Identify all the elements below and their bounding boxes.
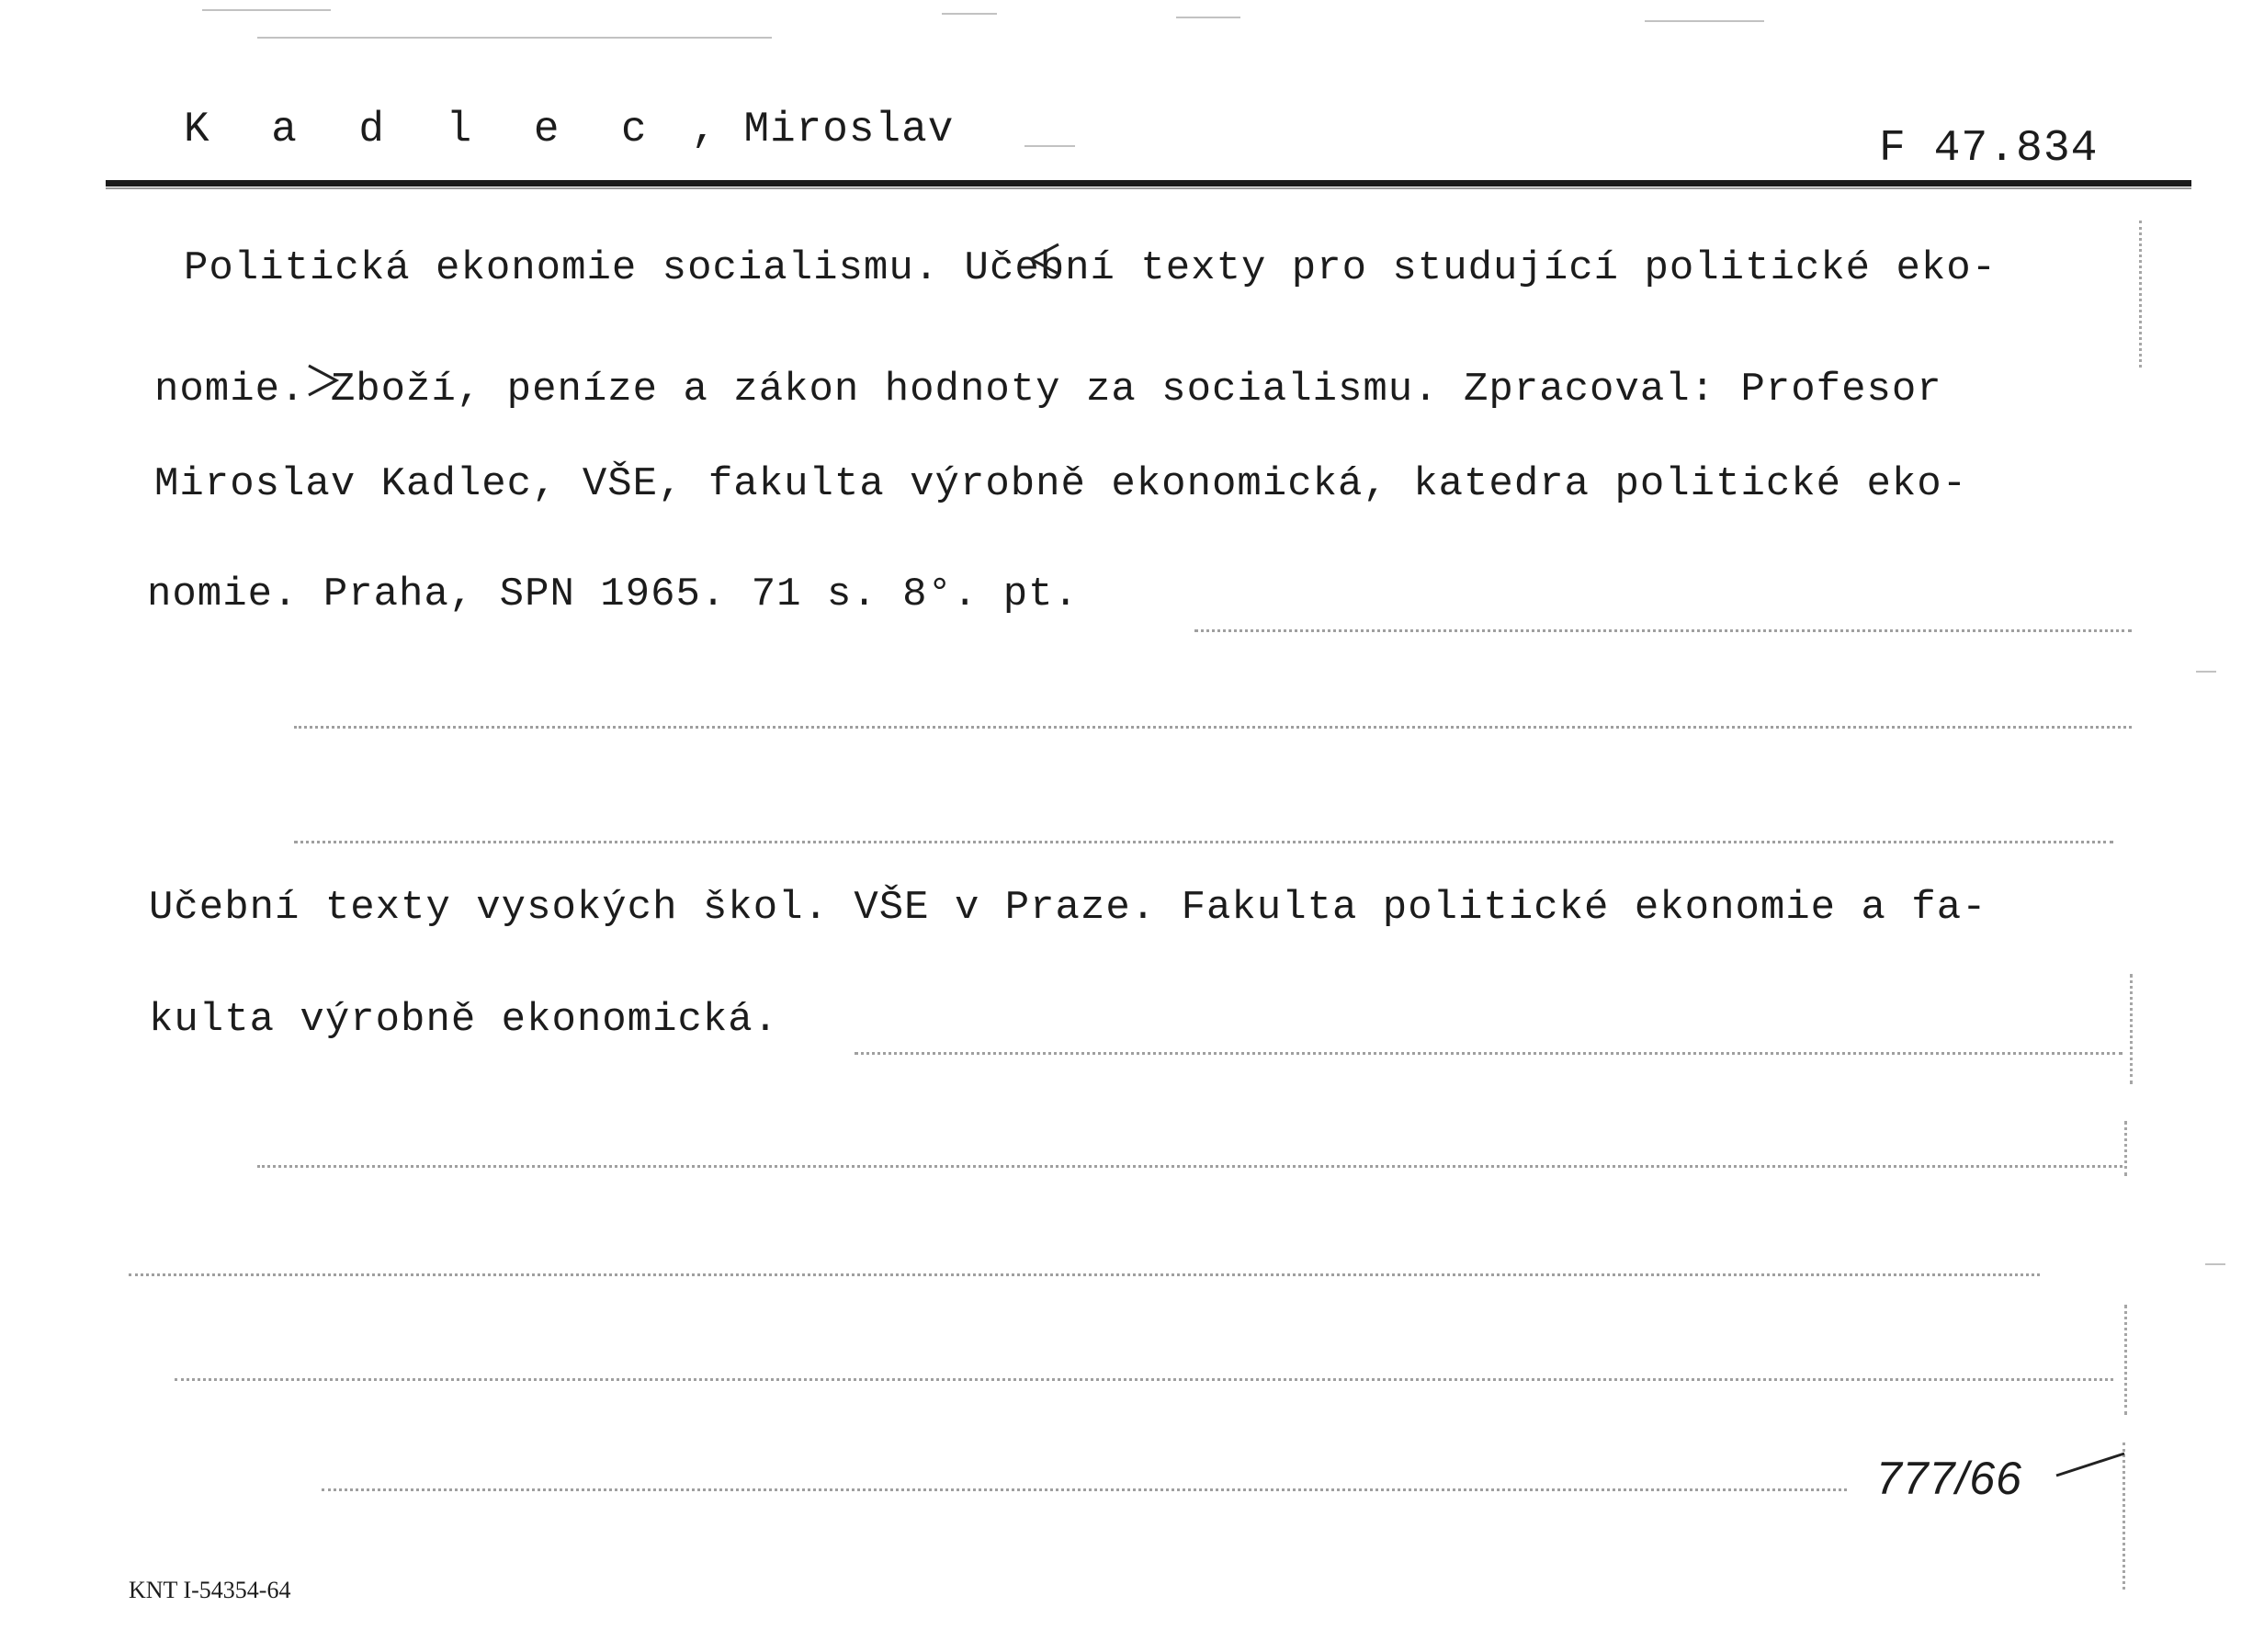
author-heading xyxy=(184,106,954,153)
top-edge-speck xyxy=(1645,20,1764,22)
title-line-3: Miroslav Kadlec, VŠE, fakulta výrobně ekonomická, katedra politické eko- xyxy=(154,461,1968,507)
title-line-2: nomie. Zboží, peníze a zákon hodnoty za socialismu. Zpracoval: Profesor xyxy=(154,367,1942,413)
author-given-name: , Miroslav xyxy=(691,106,955,153)
ruled-line xyxy=(855,1052,2122,1055)
right-edge-speck xyxy=(2196,671,2216,673)
heading-rule-shadow xyxy=(106,187,2191,189)
ruled-line xyxy=(294,841,2113,843)
right-margin-line xyxy=(2124,1121,2127,1176)
title-line-1: Politická ekonomie socialismu. Učební texty pro studující politické eko- xyxy=(184,245,1998,291)
right-margin-line xyxy=(2139,221,2142,368)
insertion-mark-close xyxy=(303,362,340,399)
series-line-2: kulta výrobně ekonomická. xyxy=(149,997,779,1043)
ruled-line xyxy=(322,1488,1847,1491)
top-edge-speck xyxy=(202,9,331,11)
ruled-line xyxy=(1194,629,2132,632)
ruled-line xyxy=(129,1273,2040,1276)
accession-stroke xyxy=(2055,1450,2128,1479)
accession-number: 777/66 xyxy=(1876,1453,2022,1504)
right-edge-speck xyxy=(2205,1263,2225,1265)
top-edge-speck xyxy=(1176,17,1240,18)
top-edge-speck xyxy=(942,13,997,15)
insertion-mark-open xyxy=(1027,241,1060,277)
title-line-4: nomie. Praha, SPN 1965. 71 s. 8°. pt. xyxy=(147,571,1079,617)
right-margin-line xyxy=(2124,1305,2127,1415)
ruled-line xyxy=(294,726,2132,729)
printer-mark: KNT I-54354-64 xyxy=(129,1577,291,1603)
shelf-mark: F 47.834 xyxy=(1879,124,2099,174)
ruled-line xyxy=(257,1165,2122,1168)
right-margin-line xyxy=(2130,974,2133,1084)
author-surname: K a d l e c xyxy=(184,106,665,153)
top-edge-speck xyxy=(257,37,772,39)
series-line-1: Učební texty vysokých škol. VŠE v Praze. Fakulta politické ekonomie a fa- xyxy=(149,885,1987,931)
title-underline-mark xyxy=(1024,145,1075,147)
ruled-line xyxy=(175,1378,2113,1381)
heading-rule xyxy=(106,180,2191,187)
